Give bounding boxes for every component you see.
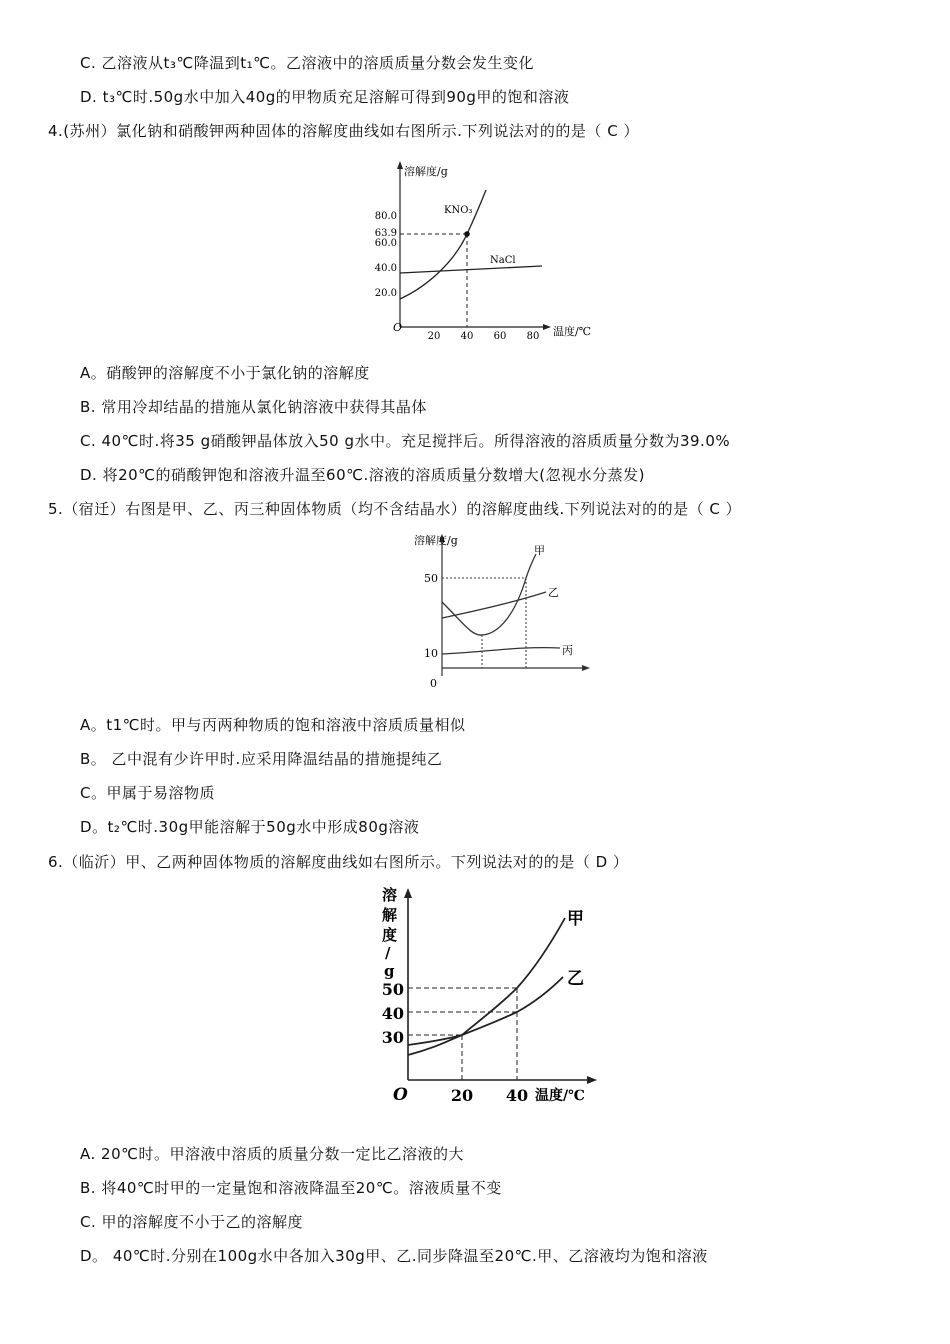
q3-option-d: D. t₃℃时.50g水中加入40g的甲物质充足溶解可得到90g甲的饱和溶液: [80, 88, 570, 106]
curve-label-yi: 乙: [567, 969, 584, 989]
x-tick-label: 80: [526, 331, 540, 342]
q5-option-d: D。t₂℃时.30g甲能溶解于50g水中形成80g溶液: [80, 818, 420, 836]
y-tick-label: 50: [424, 572, 438, 585]
curve-label-jia: 甲: [534, 544, 545, 557]
curve-jia: [442, 554, 536, 635]
q4-stem: 4.(苏州）氯化钠和硝酸钾两种固体的溶解度曲线如右图所示.下列说法对的的是（ C ）: [48, 122, 639, 140]
q6-stem: 6.（临沂）甲、乙两种固体物质的溶解度曲线如右图所示。下列说法对的的是（ D ）: [48, 853, 629, 871]
q3-option-c: C. 乙溶液从t₃℃降温到t₁℃。乙溶液中的溶质质量分数会发生变化: [80, 54, 534, 72]
y-axis-label: 溶解度/g: [414, 534, 458, 547]
intersection-point: [464, 231, 470, 237]
y-tick-label: 40.0: [374, 263, 397, 274]
y-tick-label: 63.9: [374, 228, 397, 239]
y-tick-label: 30: [381, 1028, 404, 1047]
y-axis-label-char: g: [384, 962, 395, 980]
y-axis-label-char: 度: [382, 926, 398, 944]
x-tick-label: 40: [505, 1086, 529, 1105]
curve-label-kno3: KNO₃: [444, 205, 473, 216]
q4-option-d: D. 将20℃的硝酸钾饱和溶液升温至60℃.溶液的溶质质量分数增大(忽视水分蒸发): [80, 466, 645, 484]
x-tick-label: 20: [427, 331, 441, 342]
x-axis-label: 温度/℃: [535, 1088, 585, 1104]
q6-option-a: A. 20℃时。甲溶液中溶质的质量分数一定比乙溶液的大: [80, 1145, 464, 1163]
q6-option-c: C. 甲的溶解度不小于乙的溶解度: [80, 1213, 304, 1231]
curve-label-bing: 丙: [562, 644, 573, 657]
y-tick-label: 80.0: [374, 211, 397, 222]
y-tick-label: 40: [381, 1004, 404, 1023]
q6-option-b: B. 将40℃时甲的一定量饱和溶液降温至20℃。溶液质量不变: [80, 1179, 502, 1197]
y-tick-label: 20.0: [374, 288, 397, 299]
q5-option-c: C。甲属于易溶物质: [80, 784, 215, 802]
q5-option-a: A。t1℃时。甲与丙两种物质的饱和溶液中溶质质量相似: [80, 716, 466, 734]
y-tick-label: 60.0: [374, 238, 397, 249]
y-axis-label-char: 溶: [382, 886, 398, 904]
y-tick-label: 50: [381, 980, 404, 999]
curve-kno3: [400, 190, 486, 299]
y-tick-label: 10: [424, 647, 438, 660]
origin-label: O: [393, 1085, 408, 1105]
curve-nacl: [400, 266, 542, 273]
q5-stem: 5.（宿迁）右图是甲、乙、丙三种固体物质（均不含结晶水）的溶解度曲线.下列说法对的的是（ C ）: [48, 500, 742, 518]
y-axis-label-char: 解: [382, 906, 398, 924]
y-axis-label-char: /: [385, 944, 391, 962]
y-axis-label: 溶解度/g: [404, 165, 448, 178]
x-tick-label: 40: [460, 331, 474, 342]
figure-kno3-nacl: [360, 155, 610, 345]
curve-label-nacl: NaCl: [490, 255, 516, 266]
origin-label: 0: [430, 677, 437, 690]
figure-three-substances: [410, 530, 590, 690]
figure-jia-yi: [375, 880, 615, 1110]
curve-yi: [442, 592, 546, 618]
curve-jia: [408, 918, 565, 1055]
curve-label-jia: 甲: [567, 909, 584, 929]
q4-option-c: C. 40℃时.将35 g硝酸钾晶体放入50 g水中。充足搅拌后。所得溶液的溶质质量分数为39.0%: [80, 432, 731, 450]
curve-label-yi: 乙: [548, 586, 559, 599]
x-tick-label: 60: [493, 331, 507, 342]
x-axis-label: 温度/℃: [553, 325, 592, 338]
q6-option-d: D。 40℃时.分别在100g水中各加入30g甲、乙.同步降温至20℃.甲、乙溶液均为饱和溶液: [80, 1247, 708, 1265]
q4-option-b: B. 常用冷却结晶的措施从氯化钠溶液中获得其晶体: [80, 398, 427, 416]
origin-label: O: [393, 321, 403, 334]
curve-yi: [408, 977, 563, 1045]
x-tick-label: 20: [450, 1086, 474, 1105]
q5-option-b: B。 乙中混有少许甲时.应采用降温结晶的措施提纯乙: [80, 750, 443, 768]
curve-bing: [442, 648, 560, 654]
q4-option-a: A。硝酸钾的溶解度不小于氯化钠的溶解度: [80, 364, 370, 382]
